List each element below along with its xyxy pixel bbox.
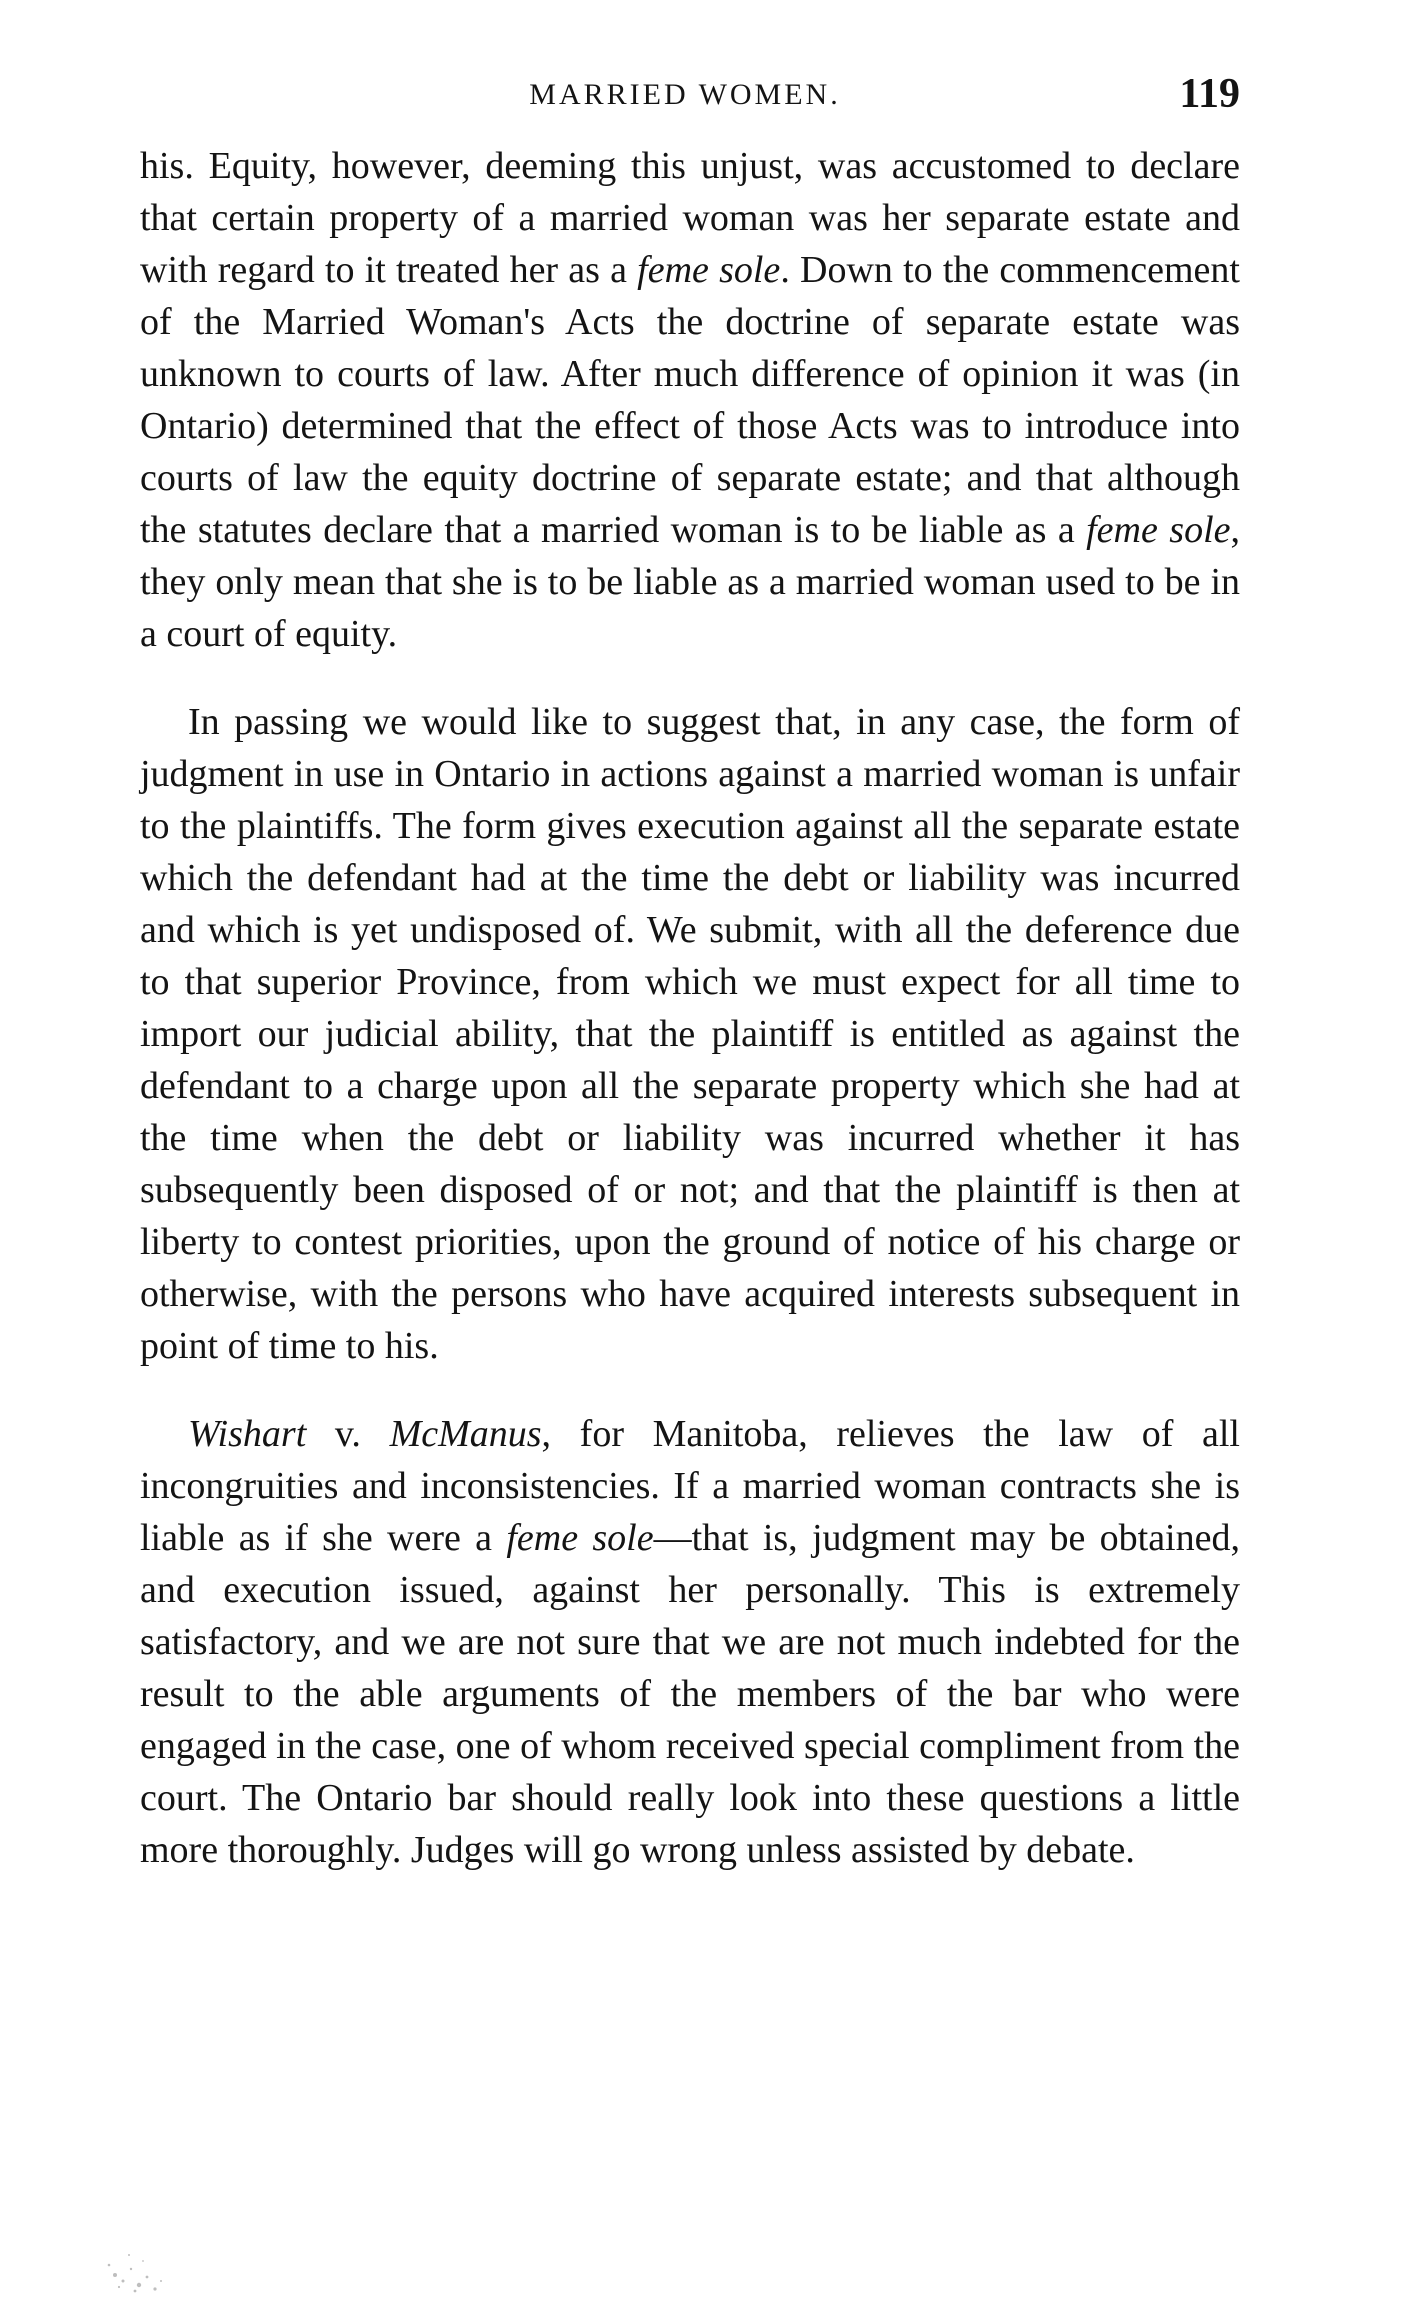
body-text: [140, 140, 1240, 1876]
text-run: his. Equity, however, deeming this unjust, was accustomed to declare that certain property of a married woman was her separate estate and with regard to it treated her as a: [140, 145, 1240, 291]
italic-text-run: feme sole: [637, 249, 781, 291]
paragraph: [140, 696, 1240, 1372]
italic-text-run: feme sole: [1086, 509, 1231, 551]
paragraph: [140, 1408, 1240, 1876]
paper-speckle-mark: [95, 2195, 185, 2295]
text-run: . Down to the commencement of the Married Woman's Acts the doctrine of separate estate was unknown to courts of law. After much difference of opinion it was (in Ontario) determined that the effect of those Acts was to introduce into courts of law the equity doctrine of separate estate; and that although the statutes declare that a married woman is to be liable as a: [140, 249, 1240, 551]
running-title: MARRIED WOMEN.: [529, 78, 841, 111]
running-head: [130, 70, 1240, 130]
text-run: In passing we would like to suggest that, in any case, the form of judgment in use in Ontario in actions against a married woman is unfair to the plaintiffs. The form gives execution against all the separate estate which the defendant had at the time the debt or liability was incurred and which is yet undisposed of. We submit, with all the deference due to that superior Province, from which we must expect for all time to import our judicial ability, that the plaintiff is entitled as against the defendant to a charge upon all the separate property which she had at the time when the debt or liability was incurred whether it has subsequently been disposed of or not; and that the plaintiff is then at liberty to contest priorities, upon the ground of notice of his charge or otherwise, with the persons who have acquired interests subsequent in point of time to his.: [140, 701, 1240, 1367]
text-run: v.: [306, 1413, 390, 1455]
text-run: —that is, judgment may be obtained, and execution issued, against her personally. This is extremely satisfactory, and we are not sure that we are not much indebted for the result to the able arguments of the members of the bar who were engaged in the case, one of whom received special compliment from the court. The Ontario bar should really look into these questions a little more thoroughly. Judges will go wrong unless assisted by debate.: [140, 1517, 1240, 1871]
italic-text-run: feme sole: [506, 1517, 654, 1559]
italic-text-run: Wishart: [188, 1413, 307, 1455]
page-number: 119: [1179, 71, 1240, 117]
text-run: , they only mean that she is to be liable as a married woman used to be in a court of equity.: [140, 509, 1240, 655]
italic-text-run: McManus: [389, 1413, 542, 1455]
paragraph: [140, 140, 1240, 660]
text-run: , for Manitoba, relieves the law of all incongruities and inconsistencies. If a married woman contracts she is liable as if she were a: [140, 1413, 1240, 1559]
